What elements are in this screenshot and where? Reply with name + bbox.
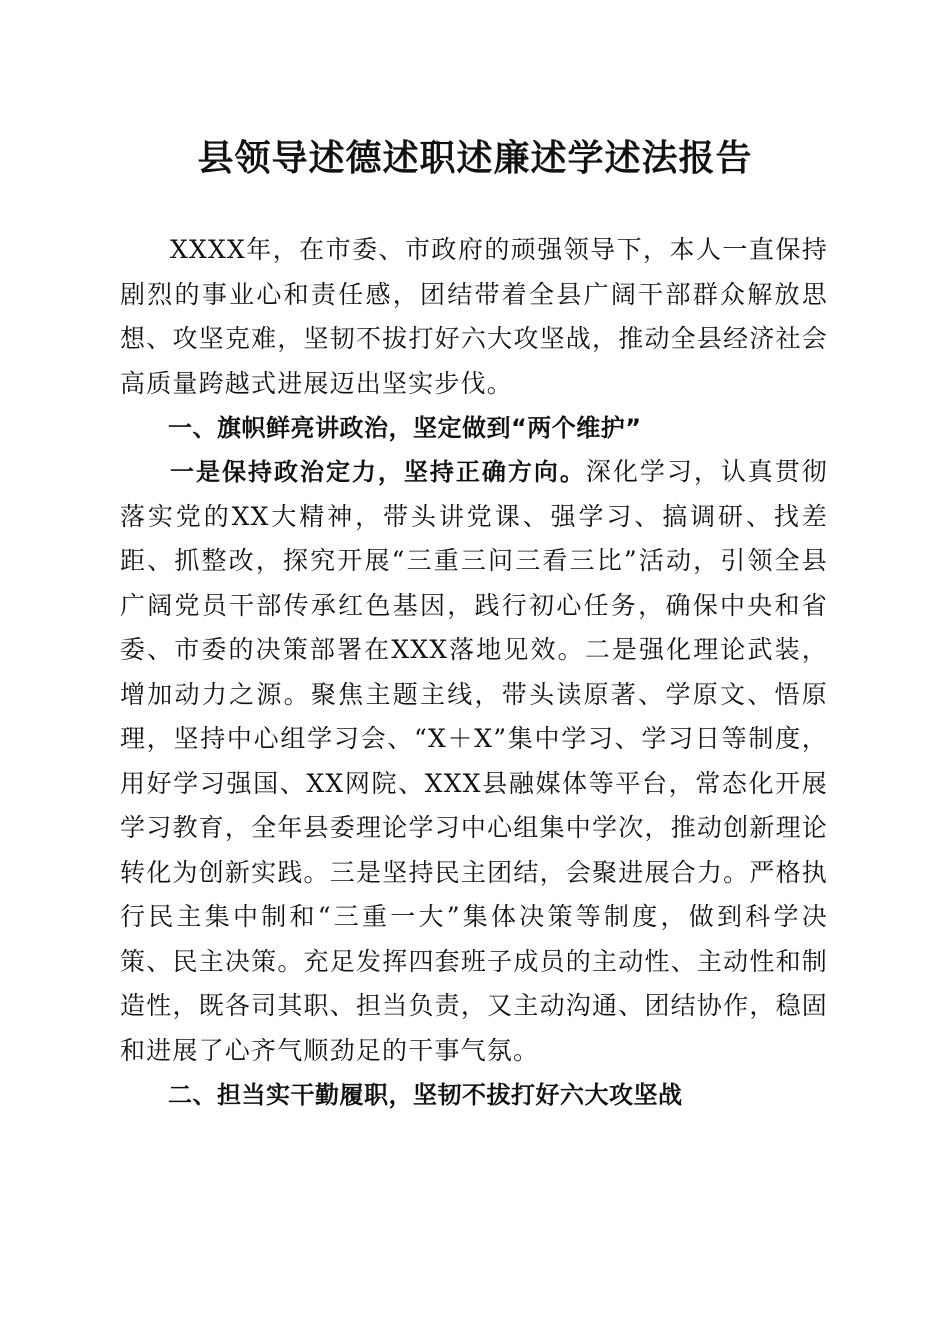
section-1-heading: 一、旗帜鲜亮讲政治，坚定做到“两个维护” bbox=[168, 414, 642, 442]
intro-paragraph: XXXX年，在市委、市政府的顽强领导下，本人一直保持剧烈的事业心和责任感，团结带着全县广阔干部群众解放思想、攻坚克难，坚韧不拔打好六大攻坚战，推动全县经济社会高质量跨越式进展迈出坚实步伐。 bbox=[120, 235, 828, 398]
section-1-lead: 一是保持政治定力，坚持正确方向。 bbox=[170, 458, 586, 486]
section-1-paragraph bbox=[120, 450, 828, 1073]
document-title: 县领导述德述职述廉述学述法报告 bbox=[197, 137, 753, 179]
section-2-heading: 二、担当实干勤履职，坚韧不拔打好六大攻坚战 bbox=[168, 1081, 683, 1109]
document-body bbox=[120, 228, 828, 1117]
section-1-body: 深化学习，认真贯彻落实党的XX大精神，带头讲党课、强学习、搞调研、找差距、抓整改，探究开展“三重三问三看三比”活动，引领全县广阔党员干部传承红色基因，践行初心任务，确保中央和省委、市委的决策部署在XXX落地见效。二是强化理论武装，增加动力之源。聚焦主题主线，带头读原著、学原文、悟原理，坚持中心组学习会、“X＋X”集中学习、学习日等制度，用好学习强国、XX网院、XXX县融媒体等平台，常态化开展学习教育，全年县委理论学习中心组集中学次，推动创新理论转化为创新实践。三是坚持民主团结，会聚进展合力。严格执行民主集中制和“三重一大”集体决策等制度，做到科学决策、民主决策。充足发挥四套班子成员的主动性、主动性和制造性，既各司其职、担当负责，又主动沟通、团结协作，稳固和进展了心齐气顺劲足的干事气氛。 bbox=[120, 457, 828, 1065]
